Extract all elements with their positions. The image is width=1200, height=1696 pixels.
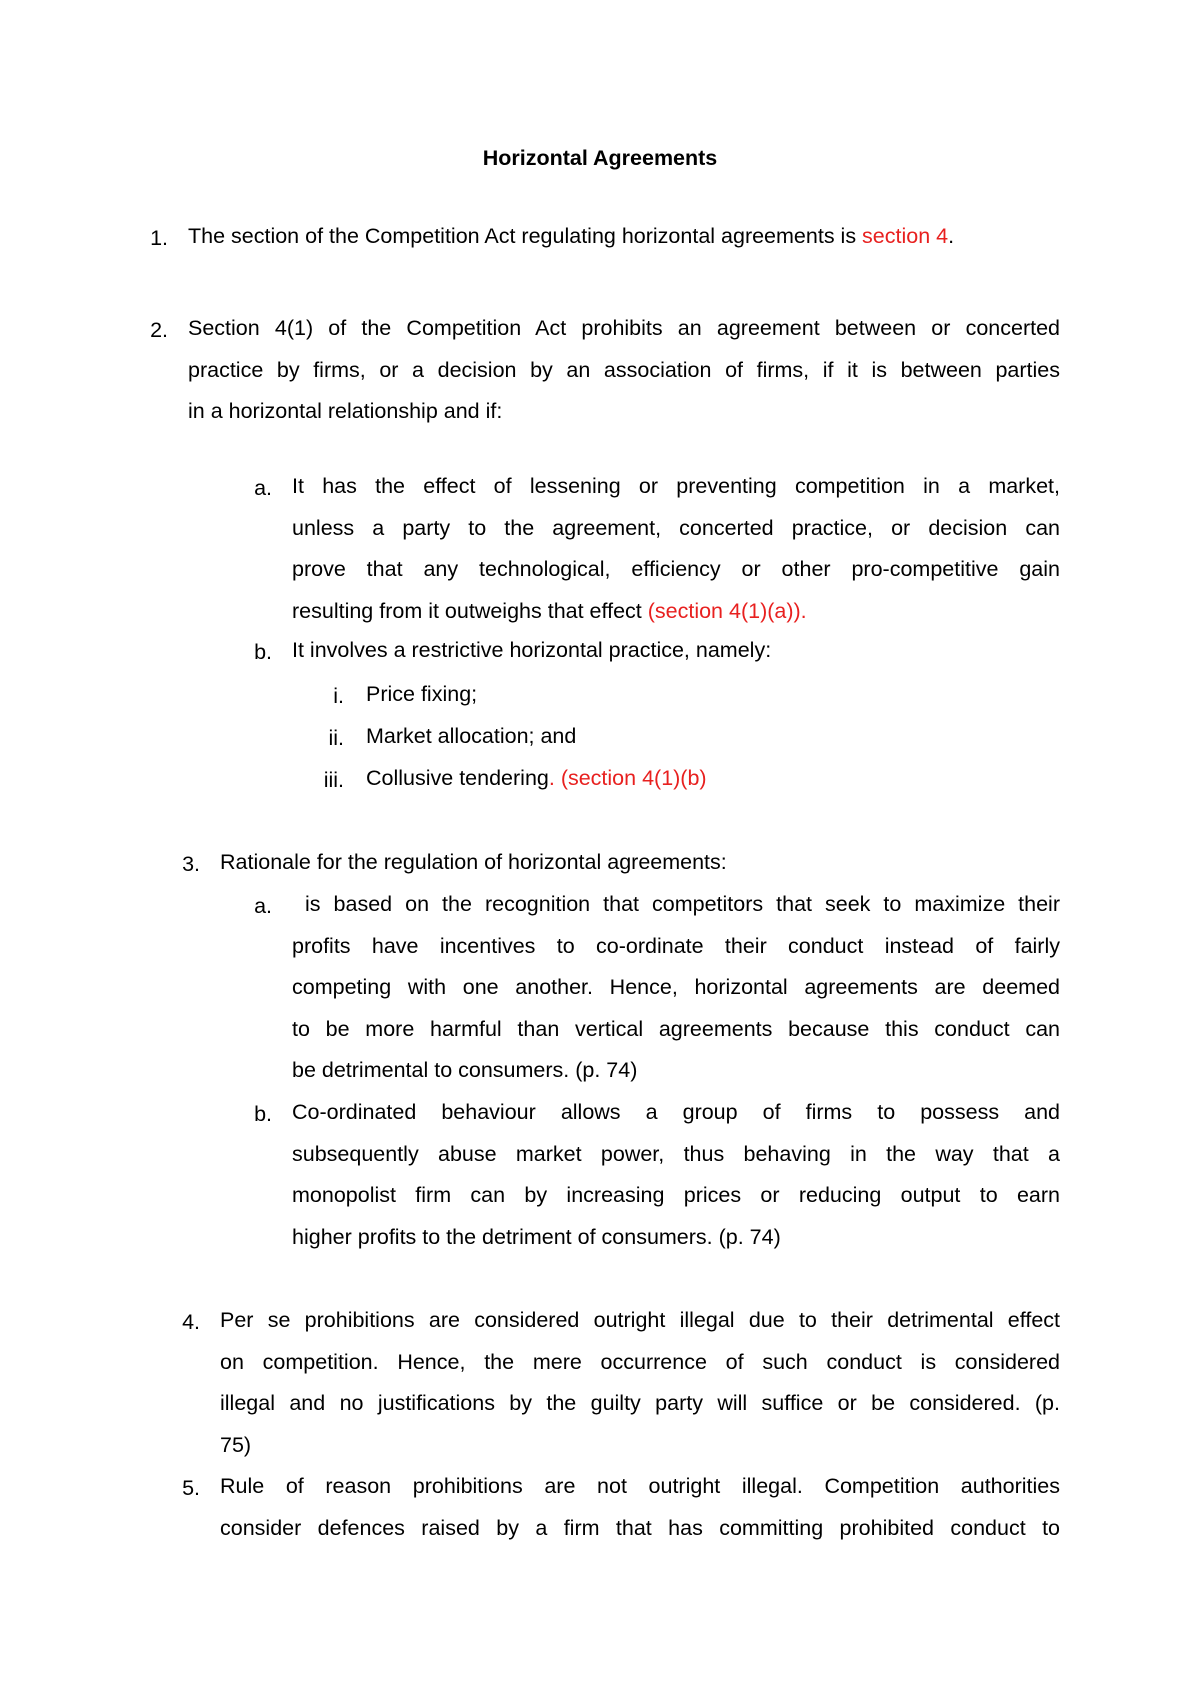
line-text: resulting from it outweighs that effect	[292, 598, 648, 623]
item-2-text	[188, 308, 1060, 433]
roman-numeral: ii.	[328, 726, 344, 750]
section-reference: (section 4(1)(a)).	[647, 598, 807, 623]
practice-item	[366, 758, 966, 800]
subitem-letter: a.	[254, 894, 272, 918]
paragraph-line: on competition. Hence, the mere occurrence of such conduct is considered	[220, 1349, 1060, 1374]
subitem-letter: a.	[254, 476, 272, 500]
item-number: 2.	[150, 318, 168, 342]
item-4-text	[220, 1300, 1060, 1466]
roman-numeral: iii.	[323, 768, 344, 792]
subitem-letter: b.	[254, 640, 272, 664]
practice-item: Price fixing;	[366, 682, 478, 706]
paragraph-line: Rule of reason prohibitions are not outright illegal. Competition authorities	[220, 1474, 1060, 1498]
roman-numeral: i.	[333, 684, 344, 708]
paragraph-line: to be more harmful than vertical agreements because this conduct can	[292, 1016, 1060, 1041]
paragraph-line	[292, 591, 1060, 633]
subitem-letter: b.	[254, 1102, 272, 1126]
paragraph-line: unless a party to the agreement, concerted practice, or decision can	[292, 515, 1060, 540]
paragraph-line: Section 4(1) of the Competition Act prohibits an agreement between or concerted	[188, 316, 1060, 340]
paragraph-line: profits have incentives to co-ordinate their conduct instead of fairly	[292, 933, 1060, 958]
section-reference: section 4	[862, 224, 949, 248]
item-1-text	[188, 216, 1068, 258]
document-title: Horizontal Agreements	[482, 146, 718, 170]
paragraph-line: 75)	[220, 1432, 252, 1457]
paragraph-line: Co-ordinated behaviour allows a group of firms to possess and	[292, 1100, 1060, 1124]
item-2a-text	[292, 466, 1060, 632]
item-number: 3.	[182, 852, 200, 876]
item-number: 1.	[150, 226, 168, 250]
paragraph-line: Per se prohibitions are considered outright illegal due to their detrimental effect	[220, 1308, 1060, 1332]
paragraph-line: practice by firms, or a decision by an association of firms, if it is between parties	[188, 357, 1060, 382]
item-1-body: The section of the Competition Act regulating horizontal agreements is	[188, 224, 863, 248]
paragraph-line: competing with one another. Hence, horizontal agreements are deemed	[292, 975, 1060, 999]
paragraph-line: illegal and no justifications by the guilty party will suffice or be considered. (p.	[220, 1391, 1060, 1415]
paragraph-line: subsequently abuse market power, thus behaving in the way that a	[292, 1141, 1060, 1166]
paragraph-line: prove that any technological, efficiency or other pro-competitive gain	[292, 557, 1060, 581]
trailing-period: .	[548, 766, 555, 790]
paragraph-line: in a horizontal relationship and if:	[188, 399, 503, 423]
paragraph-line: consider defences raised by a firm that has committing prohibited conduct to	[220, 1515, 1060, 1540]
paragraph-line: It has the effect of lessening or preventing competition in a market,	[292, 474, 1060, 498]
paragraph-line: is based on the recognition that competitors that seek to maximize their	[292, 892, 1060, 916]
paragraph-line: higher profits to the detriment of consumers. (p. 74)	[292, 1224, 781, 1249]
item-2b-text: It involves a restrictive horizontal practice, namely:	[292, 638, 772, 662]
practice-item: Market allocation; and	[366, 724, 577, 748]
item-3b-text	[292, 1092, 1060, 1258]
item-3a-text	[292, 884, 1060, 1092]
item-number: 4.	[182, 1310, 200, 1334]
item-5-text	[220, 1466, 1060, 1549]
paragraph-line: be detrimental to consumers. (p. 74)	[292, 1058, 638, 1082]
paragraph-line: monopolist firm can by increasing prices or reducing output to earn	[292, 1183, 1060, 1207]
item-number: 5.	[182, 1476, 200, 1500]
item-1-period: .	[948, 224, 955, 248]
practice-text: Collusive tendering	[366, 766, 549, 790]
section-reference: (section 4(1)(b)	[554, 766, 707, 790]
item-3-text: Rationale for the regulation of horizontal agreements:	[220, 850, 727, 874]
